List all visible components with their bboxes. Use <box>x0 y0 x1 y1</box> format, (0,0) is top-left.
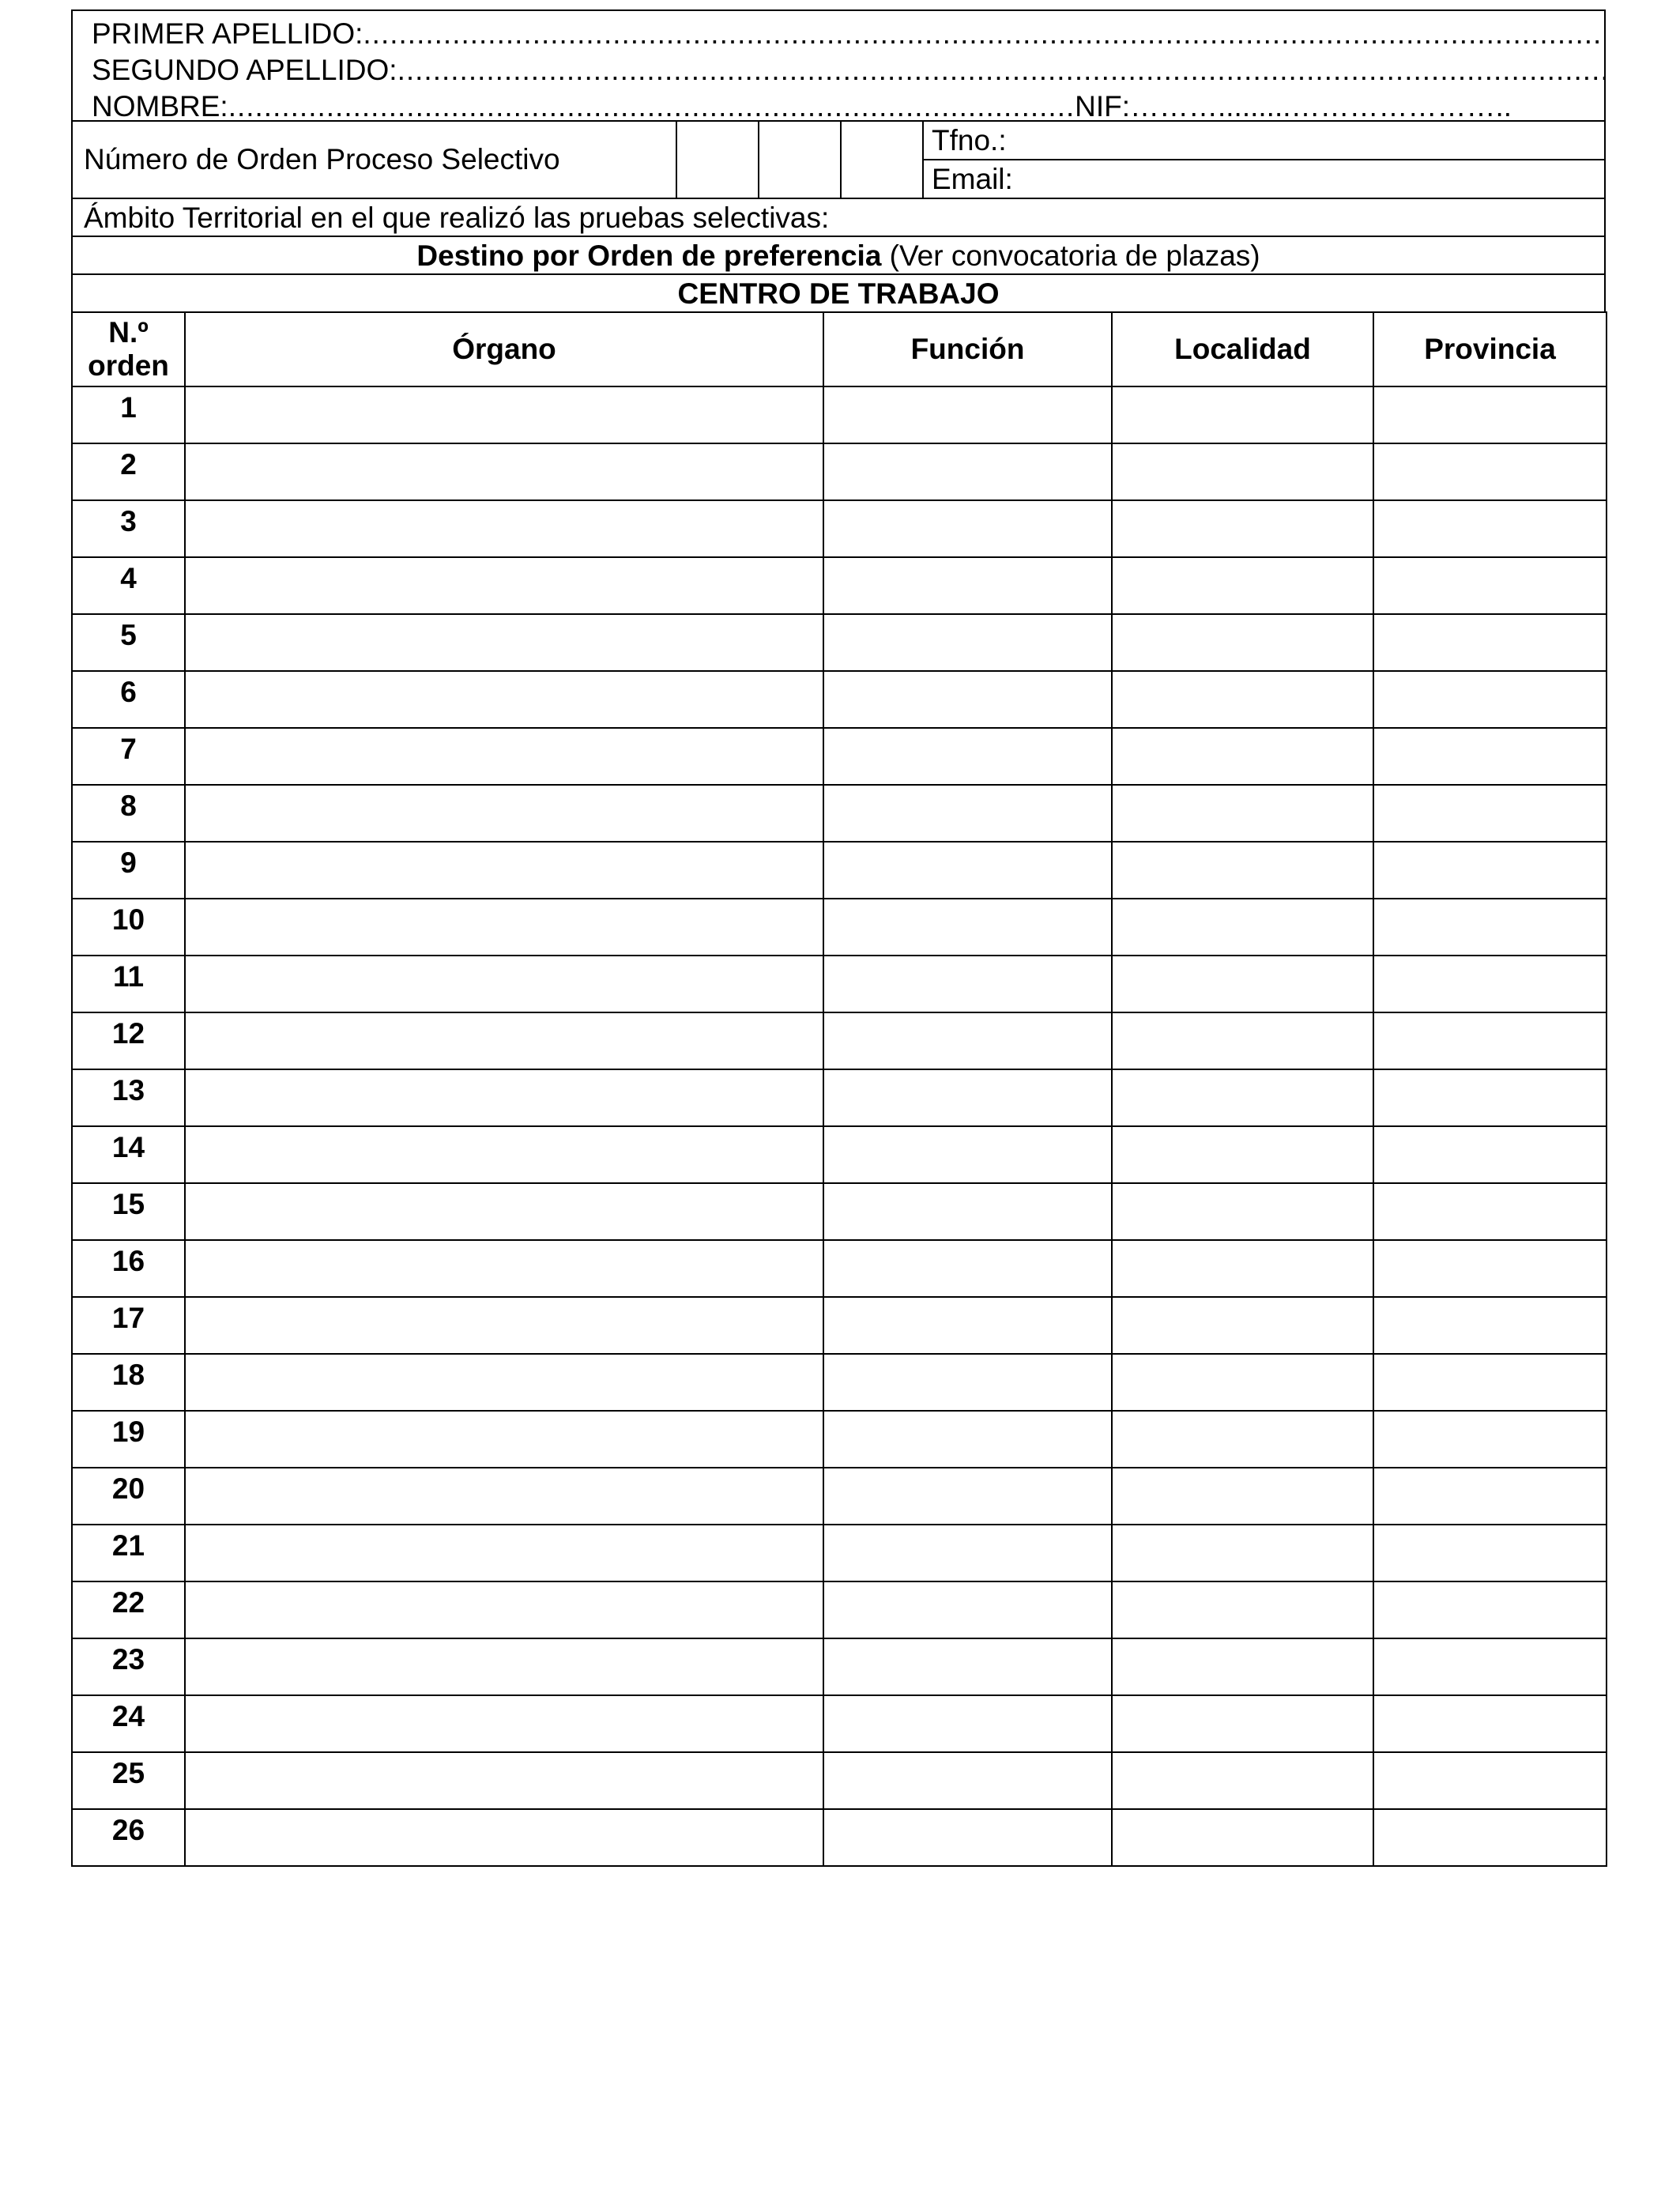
funcion-cell[interactable] <box>823 899 1112 956</box>
table-row <box>72 1695 1607 1752</box>
organo-cell[interactable] <box>185 785 823 842</box>
row-number: 4 <box>72 557 185 614</box>
localidad-cell[interactable] <box>1112 1297 1373 1354</box>
localidad-cell[interactable] <box>1112 1069 1373 1126</box>
funcion-cell[interactable] <box>823 500 1112 557</box>
funcion-cell[interactable] <box>823 1809 1112 1866</box>
row-number: 2 <box>72 443 185 500</box>
organo-cell[interactable] <box>185 1411 823 1468</box>
provincia-cell[interactable] <box>1373 728 1607 785</box>
column-header: Órgano <box>185 312 823 386</box>
localidad-cell[interactable] <box>1112 1354 1373 1411</box>
provincia-cell[interactable] <box>1373 1581 1607 1638</box>
funcion-cell[interactable] <box>823 386 1112 443</box>
localidad-cell[interactable] <box>1112 1126 1373 1183</box>
provincia-cell[interactable] <box>1373 1012 1607 1069</box>
funcion-cell[interactable] <box>823 1581 1112 1638</box>
organo-cell[interactable] <box>185 1183 823 1240</box>
organo-cell[interactable] <box>185 1354 823 1411</box>
personal-data-block <box>71 9 1606 122</box>
row-number: 23 <box>72 1638 185 1695</box>
organo-cell[interactable] <box>185 671 823 728</box>
application-form <box>71 9 1606 1867</box>
row-number: 22 <box>72 1581 185 1638</box>
table-row <box>72 1411 1607 1468</box>
table-row <box>72 386 1607 443</box>
nif-label: NIF: <box>1075 90 1130 123</box>
localidad-cell[interactable] <box>1112 557 1373 614</box>
organo-cell[interactable] <box>185 1695 823 1752</box>
provincia-cell[interactable] <box>1373 1126 1607 1183</box>
primer-apellido-field[interactable] <box>363 16 1604 52</box>
organo-cell[interactable] <box>185 443 823 500</box>
column-header: Localidad <box>1112 312 1373 386</box>
table-row <box>72 557 1607 614</box>
segundo-apellido-field[interactable] <box>397 52 1604 89</box>
localidad-cell[interactable] <box>1112 1468 1373 1525</box>
provincia-cell[interactable] <box>1373 386 1607 443</box>
funcion-cell[interactable] <box>823 842 1112 899</box>
organo-cell[interactable] <box>185 500 823 557</box>
funcion-cell[interactable] <box>823 671 1112 728</box>
organo-cell[interactable] <box>185 1809 823 1866</box>
table-row <box>72 899 1607 956</box>
row-number: 11 <box>72 956 185 1012</box>
funcion-cell[interactable] <box>823 956 1112 1012</box>
row-number: 6 <box>72 671 185 728</box>
table-row <box>72 443 1607 500</box>
table-row <box>72 1012 1607 1069</box>
table-row <box>72 1581 1607 1638</box>
segundo-apellido-label: SEGUNDO APELLIDO: <box>92 54 397 86</box>
row-number: 14 <box>72 1126 185 1183</box>
funcion-cell[interactable] <box>823 1638 1112 1695</box>
funcion-cell[interactable] <box>823 1126 1112 1183</box>
row-number: 24 <box>72 1695 185 1752</box>
organo-cell[interactable] <box>185 1069 823 1126</box>
provincia-cell[interactable] <box>1373 500 1607 557</box>
row-number: 16 <box>72 1240 185 1297</box>
provincia-cell[interactable] <box>1373 1183 1607 1240</box>
provincia-cell[interactable] <box>1373 557 1607 614</box>
row-number: 15 <box>72 1183 185 1240</box>
localidad-cell[interactable] <box>1112 1240 1373 1297</box>
row-number: 9 <box>72 842 185 899</box>
table-row <box>72 728 1607 785</box>
funcion-cell[interactable] <box>823 1012 1112 1069</box>
segundo-apellido-line <box>92 52 1604 89</box>
row-number: 19 <box>72 1411 185 1468</box>
destino-heading <box>71 237 1606 275</box>
row-number: 7 <box>72 728 185 785</box>
nombre-label: NOMBRE: <box>92 90 228 123</box>
table-row <box>72 1809 1607 1866</box>
localidad-cell[interactable] <box>1112 956 1373 1012</box>
funcion-cell[interactable] <box>823 1183 1112 1240</box>
table-row <box>72 1183 1607 1240</box>
provincia-cell[interactable] <box>1373 1525 1607 1581</box>
table-row <box>72 1752 1607 1809</box>
nombre-field[interactable] <box>228 89 1073 125</box>
row-number: 5 <box>72 614 185 671</box>
provincia-cell[interactable] <box>1373 842 1607 899</box>
table-row <box>72 842 1607 899</box>
funcion-cell[interactable] <box>823 1752 1112 1809</box>
table-row <box>72 1638 1607 1695</box>
row-number: 20 <box>72 1468 185 1525</box>
localidad-cell[interactable] <box>1112 1525 1373 1581</box>
organo-cell[interactable] <box>185 728 823 785</box>
funcion-cell[interactable] <box>823 443 1112 500</box>
funcion-cell[interactable] <box>823 1240 1112 1297</box>
provincia-cell[interactable] <box>1373 443 1607 500</box>
localidad-cell[interactable] <box>1112 1581 1373 1638</box>
funcion-cell[interactable] <box>823 1695 1112 1752</box>
provincia-cell[interactable] <box>1373 671 1607 728</box>
table-row <box>72 1069 1607 1126</box>
localidad-cell[interactable] <box>1112 1411 1373 1468</box>
provincia-cell[interactable] <box>1373 1809 1607 1866</box>
centro-title: CENTRO DE TRABAJO <box>71 275 1606 313</box>
organo-cell[interactable] <box>185 1752 823 1809</box>
nombre-line <box>92 89 1604 125</box>
organo-cell[interactable] <box>185 1581 823 1638</box>
organo-cell[interactable] <box>185 956 823 1012</box>
provincia-cell[interactable] <box>1373 1752 1607 1809</box>
orden-box-1[interactable] <box>677 122 759 198</box>
table-row <box>72 1297 1607 1354</box>
row-number: 3 <box>72 500 185 557</box>
organo-cell[interactable] <box>185 614 823 671</box>
table-row <box>72 1240 1607 1297</box>
row-number: 13 <box>72 1069 185 1126</box>
localidad-cell[interactable] <box>1112 614 1373 671</box>
email-field[interactable]: Email: <box>932 163 1013 195</box>
provincia-cell[interactable] <box>1373 1354 1607 1411</box>
localidad-cell[interactable] <box>1112 899 1373 956</box>
provincia-cell[interactable] <box>1373 1468 1607 1525</box>
provincia-cell[interactable] <box>1373 956 1607 1012</box>
destino-bold: Destino por Orden de preferencia <box>416 239 882 272</box>
funcion-cell[interactable] <box>823 1411 1112 1468</box>
table-row <box>72 1126 1607 1183</box>
orden-label: Número de Orden Proceso Selectivo <box>73 122 677 198</box>
localidad-cell[interactable] <box>1112 1809 1373 1866</box>
organo-cell[interactable] <box>185 1468 823 1525</box>
provincia-cell[interactable] <box>1373 1638 1607 1695</box>
row-number: 8 <box>72 785 185 842</box>
table-row <box>72 614 1607 671</box>
organo-cell[interactable] <box>185 557 823 614</box>
organo-cell[interactable] <box>185 1012 823 1069</box>
organo-cell[interactable] <box>185 1525 823 1581</box>
funcion-cell[interactable] <box>823 1468 1112 1525</box>
provincia-cell[interactable] <box>1373 1069 1607 1126</box>
row-number: 1 <box>72 386 185 443</box>
row-number: 25 <box>72 1752 185 1809</box>
provincia-cell[interactable] <box>1373 614 1607 671</box>
provincia-cell[interactable] <box>1373 1297 1607 1354</box>
column-header: Provincia <box>1373 312 1607 386</box>
localidad-cell[interactable] <box>1112 443 1373 500</box>
localidad-cell[interactable] <box>1112 671 1373 728</box>
funcion-cell[interactable] <box>823 557 1112 614</box>
destino-note: (Ver convocatoria de plazas) <box>881 239 1260 272</box>
row-number: 21 <box>72 1525 185 1581</box>
funcion-cell[interactable] <box>823 785 1112 842</box>
organo-cell[interactable] <box>185 1126 823 1183</box>
localidad-cell[interactable] <box>1112 1752 1373 1809</box>
organo-cell[interactable] <box>185 1240 823 1297</box>
localidad-cell[interactable] <box>1112 785 1373 842</box>
funcion-cell[interactable] <box>823 614 1112 671</box>
localidad-cell[interactable] <box>1112 1183 1373 1240</box>
ambito-field[interactable]: Ámbito Territorial en el que realizó las pruebas selectivas: <box>71 199 1606 237</box>
provincia-cell[interactable] <box>1373 899 1607 956</box>
localidad-cell[interactable] <box>1112 1638 1373 1695</box>
organo-cell[interactable] <box>185 899 823 956</box>
contact-block <box>924 122 1604 198</box>
row-number: 26 <box>72 1809 185 1866</box>
localidad-cell[interactable] <box>1112 386 1373 443</box>
funcion-cell[interactable] <box>823 1069 1112 1126</box>
funcion-cell[interactable] <box>823 1525 1112 1581</box>
table-row <box>72 500 1607 557</box>
organo-cell[interactable] <box>185 386 823 443</box>
funcion-cell[interactable] <box>823 728 1112 785</box>
row-number: 17 <box>72 1297 185 1354</box>
primer-apellido-line <box>92 16 1604 52</box>
localidad-cell[interactable] <box>1112 1012 1373 1069</box>
row-number: 12 <box>72 1012 185 1069</box>
localidad-cell[interactable] <box>1112 728 1373 785</box>
nif-field[interactable]: ……….........………………….. <box>1130 90 1512 123</box>
column-header: Función <box>823 312 1112 386</box>
orden-box-3[interactable] <box>842 122 924 198</box>
orden-box-2[interactable] <box>759 122 842 198</box>
localidad-cell[interactable] <box>1112 1695 1373 1752</box>
row-number: 18 <box>72 1354 185 1411</box>
tfno-field[interactable]: Tfno.: <box>924 122 1604 160</box>
organo-cell[interactable] <box>185 1638 823 1695</box>
provincia-cell[interactable] <box>1373 1240 1607 1297</box>
table-row <box>72 956 1607 1012</box>
localidad-cell[interactable] <box>1112 842 1373 899</box>
primer-apellido-label: PRIMER APELLIDO: <box>92 17 363 50</box>
table-row <box>72 671 1607 728</box>
table-row <box>72 1468 1607 1525</box>
table-row <box>72 1525 1607 1581</box>
destinos-table <box>71 311 1607 1867</box>
provincia-cell[interactable] <box>1373 1695 1607 1752</box>
table-row <box>72 1354 1607 1411</box>
row-number: 10 <box>72 899 185 956</box>
provincia-cell[interactable] <box>1373 1411 1607 1468</box>
funcion-cell[interactable] <box>823 1354 1112 1411</box>
provincia-cell[interactable] <box>1373 785 1607 842</box>
column-header: N.º orden <box>72 312 185 386</box>
localidad-cell[interactable] <box>1112 500 1373 557</box>
orden-row <box>71 122 1606 199</box>
organo-cell[interactable] <box>185 1297 823 1354</box>
organo-cell[interactable] <box>185 842 823 899</box>
table-row <box>72 785 1607 842</box>
funcion-cell[interactable] <box>823 1297 1112 1354</box>
